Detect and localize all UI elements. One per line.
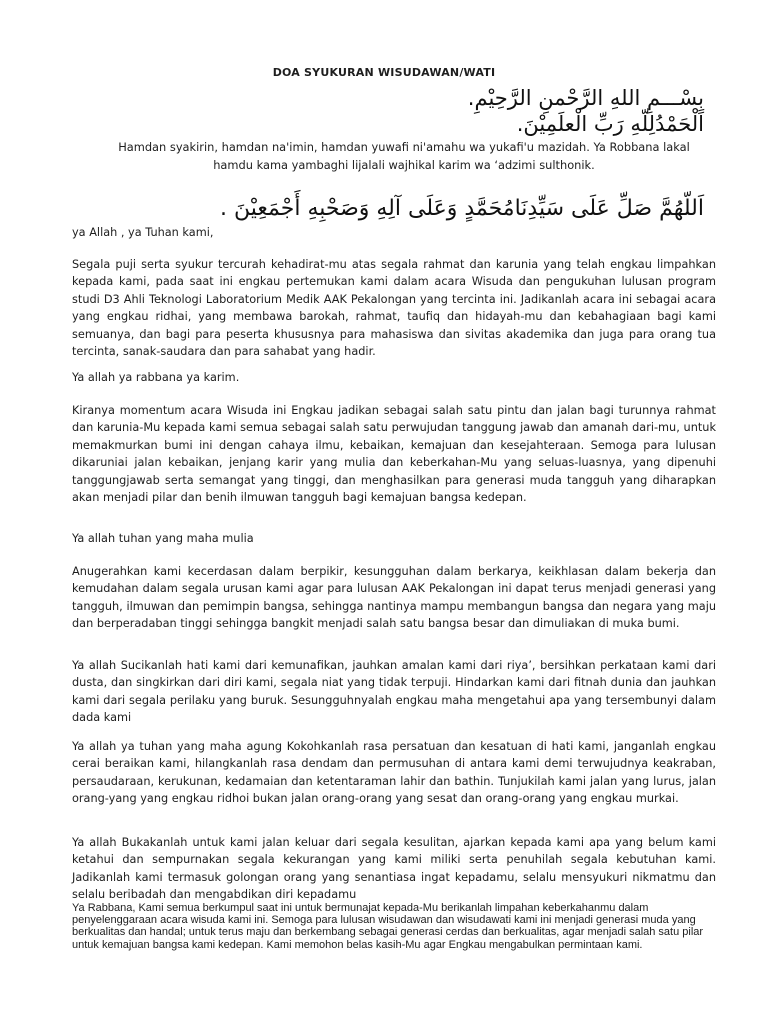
paragraph-1: Segala puji serta syukur tercurah kehadirat-mu atas segala rahmat dan karunia yang telah engkau limpahkan kepada kami, pada saat ini engkau pertemukan kami dalam acara Wisuda dan pengukuhan lulusan program studi D3 Ahli Teknologi Laboratorium Medik AAK Pekalongan yang tercinta ini. Jadikanlah acara ini sebagai acara yang engkau ridhai, yang membawa barokah, rahmat, taufiq dan hidayah-mu dan kebahagiaan bagi kami semuanya, dan bagi para peserta khususnya para mahasiswa dan sivitas akademika dan juga para orang tua tercinta, sanak-saudara dan para sahabat yang hadir. [72,258,716,359]
hamdan-text [98,138,710,174]
heading-2: Ya allah ya rabbana ya karim. [72,371,240,384]
paragraph-4: Ya allah Sucikanlah hati kami dari kemunafikan, jauhkan amalan kami dari riya’, bersihkan perkataan kami dari dusta, dan singkirkan dari diri kami, segala niat yang tidak terpuji. Hindarkan kami dari fitnah dunia dan jauhkan kami dari segala perilaku yang buruk. Sesungguhnyalah engkau maha mengetahui apa yang tersembunyi dalam dada kami [72,659,716,725]
paragraph-7: Ya Rabbana, Kami semua berkumpul saat ini untuk bermunajat kepada-Mu berikanlah limpahan keberkahanmu dalam penyelenggaraan acara wisuda kami ini. Semoga para lulusan wisudawan dan wisudawati kami ini menjadi generasi muda yang berkualitas dan handal; untuk terus maju dan berkembang sebagai generasi cerdas dan berkualitas, agar menjadi salah satu pilar untuk kemajuan bangsa kami kedepan. Kami memohon belas kasih-Mu agar Engkau mengabulkan permintaan kami. [72,902,704,951]
hamdan-line-1: Hamdan syakirin, hamdan na'imin, hamdan yuwafi ni'amahu wa yukafi'u mazidah. Ya Robbana lakal [118,140,690,154]
hamdan-line-2: hamdu kama yambaghi lijalali wajhikal karim wa ‘adzimi sulthonik. [213,158,595,172]
paragraph-3: Anugerahkan kami kecerdasan dalam berpikir, kesungguhan dalam berkarya, keikhlasan dalam bekerja dan kemudahan dalam segala urusan kami agar para lulusan AAK Pekalongan ini dapat terus menjadi generasi yang tangguh, ilmuwan dan pemimpin bangsa, sehingga nantinya mampu membangun bangsa dan negara yang maju dan berperadaban tinggi sehingga bangkit menjadi salah satu bangsa besar dan dimuliakan di muka bumi. [72,565,716,631]
paragraph-2: Kiranya momentum acara Wisuda ini Engkau jadikan sebagai salah satu pintu dan jalan bagi turunnya rahmat dan karunia-Mu kepada kami semua sebagai salah satu perwujudan tanggung jawab dan amanah dari-mu, untuk memakmurkan bumi ini dengan cahaya ilmu, kebaikan, kemajuan dan kesejahteraan. Semoga para lulusan dikaruniai jalan kebaikan, jenjang karir yang mulia dan keberkahan-Mu yang seluas-luasnya, yang dipenuhi tanggungjawab serta semangat yang tinggi, dan menghasilkan para generasi muda tangguh yang diharapkan akan menjadi pilar dan benih ilmuwan tangguh bagi kemajuan bangsa kedepan. [72,404,716,505]
arabic-basmalah: بِسْـــمِ اللهِ الرَّحْمنِ الرَّحِيْمِ. [467,86,704,110]
opening-line: ya Allah , ya Tuhan kami, [72,226,214,239]
paragraph-5: Ya allah ya tuhan yang maha agung Kokohkanlah rasa persatuan dan kesatuan di hati kami, janganlah engkau cerai beraikan kami, hilangkanlah rasa dendam dan permusuhan di antara kami demi terwujudnya keakraban, persaudaraan, kerukunan, kedamaian dan ketentaraman lahir dan bathin. Tunjukilah kami jalan yang lurus, jalan orang-yang yang engkau ridhoi bukan jalan orang-orang yang sesat dan orang-orang yang engkau murkai. [72,740,716,806]
arabic-hamdalah: اَلْحَمْدُلِلّهِ رَبِّ الْعلَمِيْنَ. [516,112,704,136]
document-title: DOA SYUKURAN WISUDAWAN/WATI [272,66,496,79]
arabic-sholawat: اَللّهُمَّ صَلِّ عَلَى سَيِّدِنَامُحَمَّدٍ وَعَلَى آلِهِ وَصَحْبِهِ أَجْمَعِيْنَ . [220,196,704,221]
heading-3: Ya allah tuhan yang maha mulia [72,532,254,545]
paragraph-6: Ya allah Bukakanlah untuk kami jalan keluar dari segala kesulitan, ajarkan kepada kami apa yang belum kami ketahui dan sempurnakan segala kekurangan yang kami miliki serta penuhilah segala kebutuhan kami. Jadikanlah kami termasuk golongan orang yang senantiasa ingat kepadamu, selalu mensyukuri nikmatmu dan selalu beribadah dan mengabdikan diri kepadamu [72,836,716,902]
